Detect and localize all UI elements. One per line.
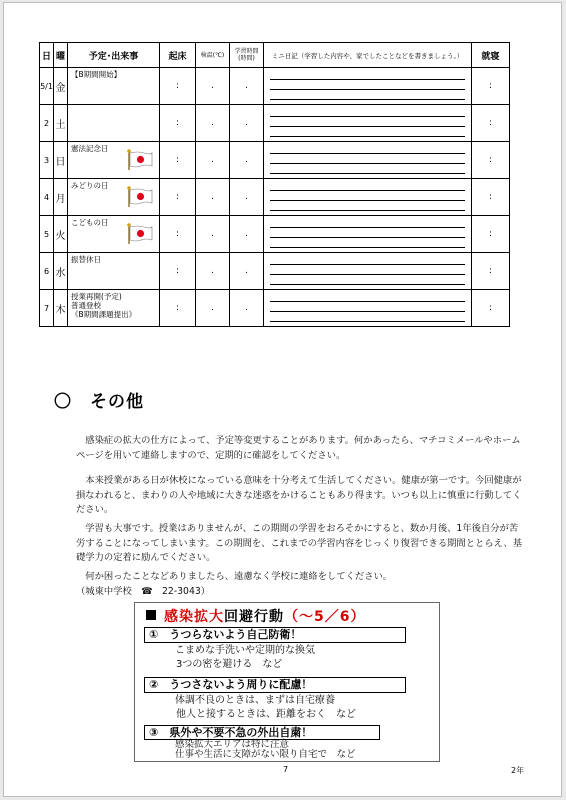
diary-line: [270, 294, 465, 302]
events-cell: [68, 105, 160, 142]
day-cell: 4: [40, 179, 54, 216]
grade-label: 2年: [511, 766, 525, 775]
notice-item-3-sub: 感染拡大エリアは特に注意: [175, 739, 290, 750]
event-text: 憲法記念日: [71, 144, 109, 153]
notice-title-b: 回避行動: [224, 609, 284, 625]
temperature-cell: .: [196, 68, 230, 105]
notice-item-1-sub: 3つの密を避ける など: [176, 659, 283, 670]
notice-item-3-sub: 仕事や生活に支障がない限り自宅で など: [175, 749, 356, 760]
day-cell: 6: [40, 253, 54, 290]
event-text: 《B期間課題提出》: [71, 310, 137, 319]
header-study-line1: 学習時間: [234, 48, 259, 55]
sleep-time-cell: :: [472, 68, 510, 105]
events-cell: [68, 142, 160, 179]
temperature-cell: .: [196, 179, 230, 216]
temperature-cell: .: [196, 142, 230, 179]
weekday-cell: 火: [54, 216, 68, 253]
notice-item-2-sub: 体調不良のときは、まずは自宅療養: [175, 695, 335, 706]
temperature-cell: .: [196, 105, 230, 142]
diary-line: [270, 193, 465, 201]
paragraph-text: 学習も大事です。授業はありませんが、この期間の学習をおろそかにすると、数か月後、1年後自分が苦労することになってしまいます。この期間を、これまでの学習内容をじっくり復習できる期間ととらえ、基礎学力の定着に励んでください。: [76, 523, 523, 563]
notice-box: [134, 602, 440, 762]
day-cell: 3: [40, 142, 54, 179]
study-time-cell: .: [230, 68, 264, 105]
events-cell: [68, 179, 160, 216]
study-time-cell: .: [230, 216, 264, 253]
diary-line: [270, 220, 465, 228]
sleep-time-cell: :: [472, 216, 510, 253]
japan-flag-icon: [126, 186, 153, 208]
wake-time-cell: :: [160, 253, 196, 290]
paragraph-study: [76, 522, 526, 566]
event-text: こどもの日: [71, 218, 109, 227]
weekday-cell: 日: [54, 142, 68, 179]
notice-item-2-sub: 他人と接するときは、距離をおく など: [176, 709, 356, 720]
weekday-cell: 水: [54, 253, 68, 290]
diary-line: [270, 92, 465, 100]
diary-line: [270, 257, 465, 265]
section-heading: 〇 その他: [54, 392, 144, 412]
event-text: みどりの日: [71, 181, 109, 190]
sleep-time-cell: :: [472, 290, 510, 327]
japan-flag-icon: [126, 223, 153, 245]
table-row: [40, 179, 510, 216]
paragraph-schedule-change: [76, 434, 526, 463]
notice-title-a: 感染拡大: [164, 609, 224, 625]
diary-cell: [264, 216, 472, 253]
page-number: 7: [283, 765, 289, 774]
diary-line: [270, 156, 465, 164]
event-text: 振替休日: [71, 255, 101, 264]
sleep-time-cell: :: [472, 179, 510, 216]
school-contact: （城東中学校 ☎ 22-3043）: [76, 585, 211, 597]
table-row: [40, 105, 510, 142]
notice-item-3: ③ 県外や不要不急の外出自粛！: [144, 725, 380, 740]
weekday-cell: 月: [54, 179, 68, 216]
diary-line: [270, 183, 465, 191]
diary-line: [270, 304, 465, 312]
notice-title: [146, 606, 365, 626]
temperature-cell: .: [196, 290, 230, 327]
sleep-time-cell: :: [472, 105, 510, 142]
event-text: 普通登校: [71, 301, 101, 310]
events-cell: [68, 253, 160, 290]
sleep-time-cell: :: [472, 142, 510, 179]
wake-time-cell: :: [160, 68, 196, 105]
diary-line: [270, 203, 465, 211]
event-text: 授業再開(予定): [71, 292, 122, 301]
study-time-cell: .: [230, 142, 264, 179]
diary-line: [270, 146, 465, 154]
header-temp: 検温(℃): [196, 43, 230, 68]
diary-cell: [264, 68, 472, 105]
weekday-cell: 木: [54, 290, 68, 327]
weekday-cell: 土: [54, 105, 68, 142]
paragraph-text: 何か困ったことなどありましたら、遠慮なく学校に連絡をしてください。: [76, 571, 393, 582]
document-page: [3, 2, 562, 797]
schedule-table: [39, 42, 510, 327]
table-row: [40, 253, 510, 290]
diary-line: [270, 230, 465, 238]
temperature-cell: .: [196, 216, 230, 253]
temperature-cell: .: [196, 253, 230, 290]
paragraph-health: [76, 474, 526, 518]
diary-cell: [264, 253, 472, 290]
square-bullet-icon: [146, 610, 156, 620]
header-diary: ミニ日記（学習した内容や、家でしたことなどを書きましょう。）: [264, 43, 472, 68]
study-time-cell: .: [230, 179, 264, 216]
paragraph-text: 本来授業がある日が休校になっている意味を十分考えて生活してください。健康が第一です。今回健康が損なわれると、まわりの人や地域に大きな迷惑をかけることもあり得ます。いつも以上に慎重に行動してください。: [76, 475, 522, 515]
diary-cell: [264, 179, 472, 216]
wake-time-cell: :: [160, 179, 196, 216]
diary-cell: [264, 290, 472, 327]
paragraph-contact: [76, 570, 526, 599]
wake-time-cell: :: [160, 142, 196, 179]
diary-line: [270, 277, 465, 285]
study-time-cell: .: [230, 253, 264, 290]
table-row: [40, 68, 510, 105]
header-study-line2: (時間): [238, 55, 255, 62]
notice-item-1-sub: こまめな手洗いや定期的な換気: [175, 645, 315, 656]
wake-time-cell: :: [160, 290, 196, 327]
event-text: 【B期間開始】: [71, 70, 122, 79]
notice-item-1: ① うつらないよう自己防衛！: [144, 627, 406, 643]
header-events: 予定･出来事: [68, 43, 160, 68]
diary-line: [270, 166, 465, 174]
diary-line: [270, 82, 465, 90]
diary-line: [270, 129, 465, 137]
header-sleep: 就寝: [472, 43, 510, 68]
diary-line: [270, 119, 465, 127]
day-cell: 7: [40, 290, 54, 327]
header-wake: 起床: [160, 43, 196, 68]
diary-line: [270, 314, 465, 322]
table-row: [40, 290, 510, 327]
wake-time-cell: :: [160, 105, 196, 142]
table-row: [40, 216, 510, 253]
day-cell: 5/1: [40, 68, 54, 105]
header-day: 日: [40, 43, 54, 68]
diary-line: [270, 240, 465, 248]
diary-line: [270, 72, 465, 80]
notice-item-2: ② うつさないよう周りに配慮！: [144, 677, 406, 693]
japan-flag-icon: [126, 149, 153, 171]
weekday-cell: 金: [54, 68, 68, 105]
paragraph-text: 感染症の拡大の仕方によって、予定等変更することがあります。何かあったら、マチコミメールやホームページを用いて連絡しますので、定期的に確認をしてください。: [76, 435, 521, 461]
wake-time-cell: :: [160, 216, 196, 253]
diary-line: [270, 109, 465, 117]
day-cell: 2: [40, 105, 54, 142]
header-dow: 曜: [54, 43, 68, 68]
events-cell: [68, 216, 160, 253]
study-time-cell: .: [230, 290, 264, 327]
events-cell: [68, 68, 160, 105]
study-time-cell: .: [230, 105, 264, 142]
diary-cell: [264, 105, 472, 142]
table-row: [40, 142, 510, 179]
events-cell: [68, 290, 160, 327]
diary-line: [270, 267, 465, 275]
header-study: [230, 43, 264, 68]
sleep-time-cell: :: [472, 253, 510, 290]
notice-title-c: （～5／6）: [284, 609, 366, 625]
diary-cell: [264, 142, 472, 179]
day-cell: 5: [40, 216, 54, 253]
table-header-row: [40, 43, 510, 68]
